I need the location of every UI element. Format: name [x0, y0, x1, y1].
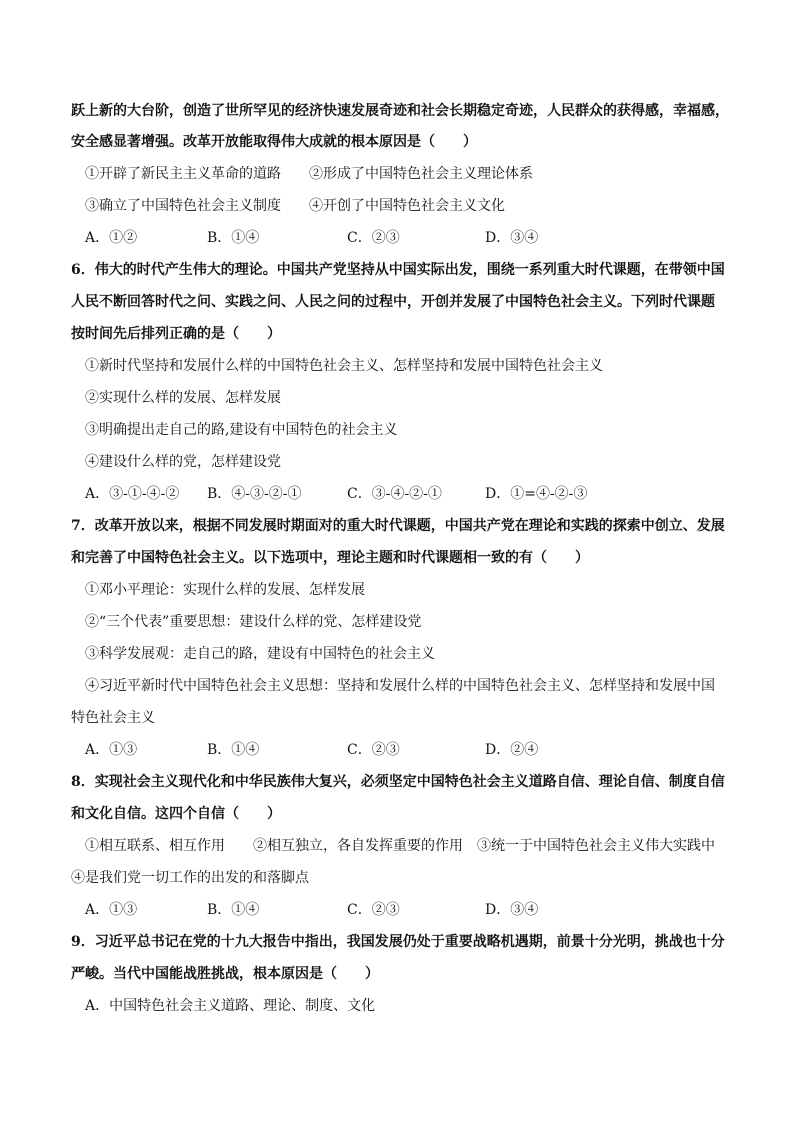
q8-item-2: ④是我们党一切工作的出发的和落脚点 — [71, 870, 309, 886]
q8-number: 8． — [71, 774, 95, 790]
q8-options — [85, 900, 785, 920]
q6-option-b: B．④-③-②-① — [207, 486, 302, 502]
q6-option-d: D．①=④-②-③ — [485, 486, 588, 502]
q7-option-a: A．①③ — [85, 742, 138, 758]
q6-item-1: ①新时代坚持和发展什么样的中国特色社会主义、怎样坚持和发展中国特色社会主义 — [85, 358, 603, 374]
q6-item-3: ③明确提出走自己的路,建设有中国特色的社会主义 — [85, 422, 398, 438]
q6-item-2: ②实现什么样的发展、怎样发展 — [85, 390, 281, 406]
q8-stem-line-1 — [71, 772, 725, 792]
q5-option-c: C．②③ — [347, 230, 400, 246]
q7-item-4-cont: 特色社会主义 — [71, 710, 155, 726]
q5-stem-line-2: 安全感显著增强。改革开放能取得伟大成就的根本原因是（ ） — [71, 134, 477, 150]
q9-option-a: A．中国特色社会主义道路、理论、制度、文化 — [85, 998, 376, 1014]
q6-option-a: A．③-①-④-② — [85, 486, 180, 502]
q6-option-c: C．③-④-②-① — [347, 486, 442, 502]
q9-number: 9． — [71, 934, 95, 950]
q8-option-c: C．②③ — [347, 902, 400, 918]
q7-item-2: ②“三个代表”重要思想：建设什么样的党、怎样建设党 — [85, 614, 422, 630]
q9-stem-line-1 — [71, 932, 725, 952]
q7-option-d: D．②④ — [485, 742, 539, 758]
q5-option-d: D．③④ — [485, 230, 539, 246]
q6-options — [85, 484, 785, 504]
q5-option-a: A．①② — [85, 230, 138, 246]
q7-option-b: B．①④ — [207, 742, 260, 758]
q8-item-1: ①相互联系、相互作用 ②相互独立，各自发挥重要的作用 ③统一于中国特色社会主义伟大实践中 — [85, 838, 715, 854]
q6-stem-line-2: 人民不断回答时代之问、实践之问、人民之问的过程中，开创并发展了中国特色社会主义。下列时代课题 — [71, 294, 715, 310]
q7-item-3: ③科学发展观：走自己的路，建设有中国特色的社会主义 — [85, 646, 435, 662]
q6-stem-text-1: 伟大的时代产生伟大的理论。中国共产党坚持从中国实际出发，围绕一系列重大时代课题，在带领中国 — [94, 262, 725, 278]
q8-option-d: D．③④ — [485, 902, 539, 918]
q7-item-1: ①邓小平理论：实现什么样的发展、怎样发展 — [85, 582, 365, 598]
q5-options — [85, 228, 785, 248]
q6-stem-line-3: 按时间先后排列正确的是（ ） — [71, 326, 281, 342]
q8-option-a: A．①③ — [85, 902, 138, 918]
q5-option-b: B．①④ — [207, 230, 260, 246]
q7-stem-line-1 — [71, 516, 725, 536]
q9-stem-line-2: 严峻。当代中国能战胜挑战，根本原因是（ ） — [71, 966, 379, 982]
q8-stem-line-2: 和文化自信。这四个自信（ ） — [71, 806, 281, 822]
q5-stem-line-1: 跃上新的大台阶，创造了世所罕见的经济快速发展奇迹和社会长期稳定奇迹，人民群众的获得感，幸福感， — [71, 103, 729, 119]
q7-options — [85, 740, 785, 760]
q6-stem-line-1 — [71, 260, 725, 280]
q8-stem-text-1: 实现社会主义现代化和中华民族伟大复兴，必须坚定中国特色社会主义道路自信、理论自信、制度自信 — [94, 774, 725, 790]
q5-item-2: ③确立了中国特色社会主义制度 ④开创了中国特色社会主义文化 — [85, 198, 505, 214]
q5-item-1: ①开辟了新民主主义革命的道路 ②形成了中国特色社会主义理论体系 — [85, 166, 533, 182]
q8-option-b: B．①④ — [207, 902, 260, 918]
q7-stem-line-2: 和完善了中国特色社会主义。以下选项中，理论主题和时代课题相一致的有（ ） — [71, 550, 589, 566]
q7-item-4: ④习近平新时代中国特色社会主义思想：坚持和发展什么样的中国特色社会主义、怎样坚持和发展中国 — [85, 678, 715, 694]
q9-stem-text-1: 习近平总书记在党的十九大报告中指出，我国发展仍处于重要战略机遇期，前景十分光明，挑战也十分 — [94, 934, 725, 950]
q6-number: 6． — [71, 262, 95, 278]
q7-number: 7． — [71, 518, 95, 534]
q7-option-c: C．②③ — [347, 742, 400, 758]
q6-item-4: ④建设什么样的党，怎样建设党 — [85, 454, 281, 470]
q7-stem-text-1: 改革开放以来，根据不同发展时期面对的重大时代课题，中国共产党在理论和实践的探索中创立、发展 — [94, 518, 725, 534]
